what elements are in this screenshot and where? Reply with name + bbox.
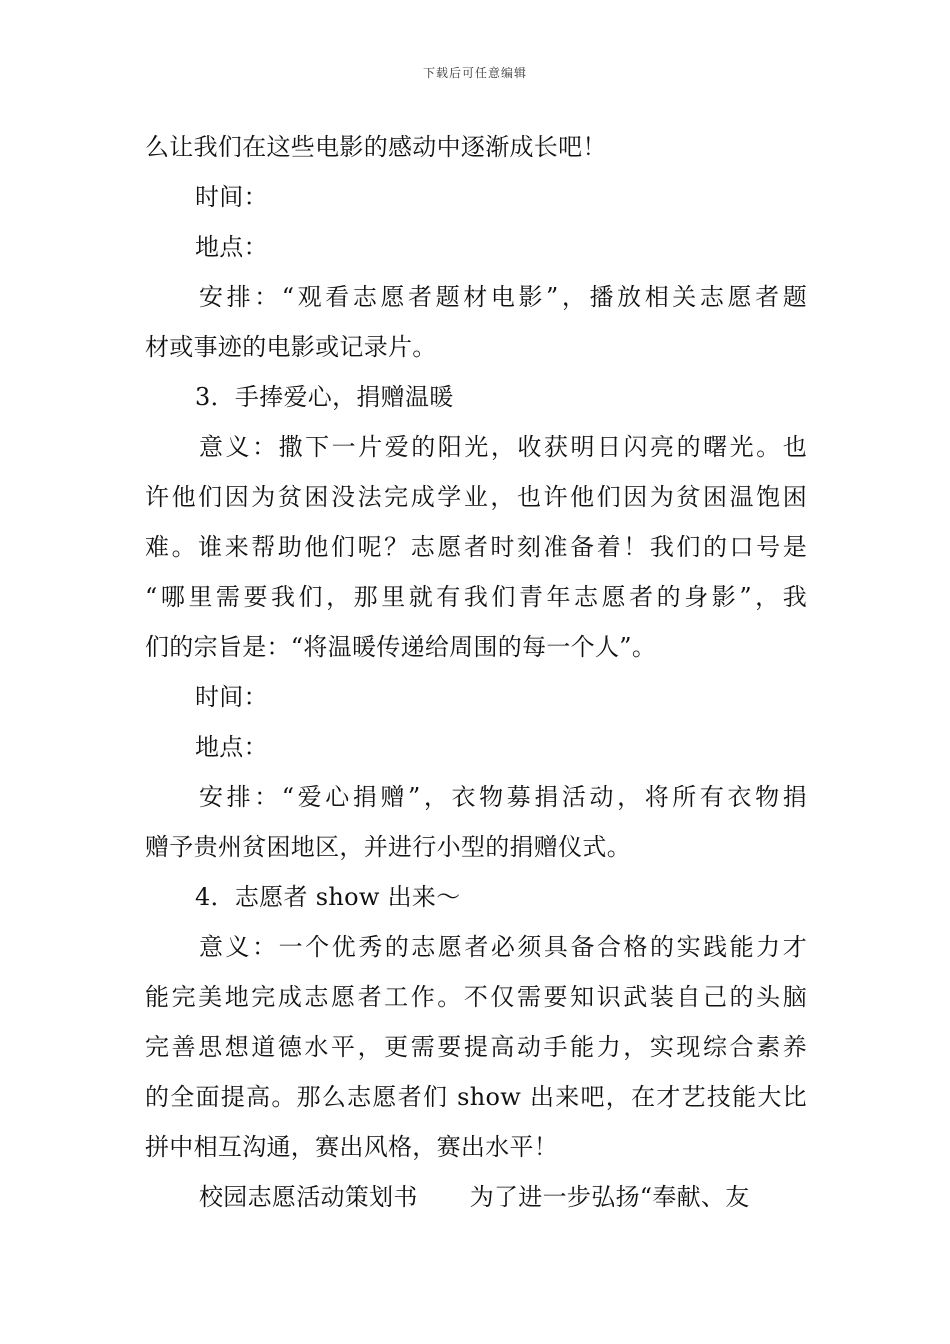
paragraph-line: 材或事迹的电影或记录片。 bbox=[145, 333, 437, 361]
section-heading-3: 3．手捧爱心，捐赠温暖 bbox=[195, 383, 454, 411]
meaning-line: 意义：一个优秀的志愿者必须具备合格的实践能力才 bbox=[199, 933, 807, 961]
paragraph-line: “哪里需要我们，那里就有我们青年志愿者的身影”，我 bbox=[145, 583, 807, 611]
paragraph-line: 难。谁来帮助他们呢？志愿者时刻准备着！我们的口号是 bbox=[145, 533, 807, 561]
location-label: 地点： bbox=[195, 733, 268, 761]
location-label: 地点： bbox=[195, 233, 268, 261]
document-title: 校园志愿活动策划书 bbox=[199, 1183, 418, 1211]
time-label: 时间： bbox=[195, 683, 268, 711]
paragraph-line: 们的宗旨是：“将温暖传递给周围的每一个人”。 bbox=[145, 633, 657, 661]
time-label: 时间： bbox=[195, 183, 268, 211]
closing-line bbox=[145, 1172, 807, 1222]
paragraph-line: 能完美地完成志愿者工作。不仅需要知识武装自己的头脑 bbox=[145, 983, 807, 1011]
paragraph-line: 赠予贵州贫困地区，并进行小型的捐赠仪式。 bbox=[145, 833, 631, 861]
paragraph-line: 许他们因为贫困没法完成学业，也许他们因为贫困温饱困 bbox=[145, 483, 807, 511]
paragraph-line: 拼中相互沟通，赛出风格，赛出水平！ bbox=[145, 1133, 559, 1161]
arrangement-line: 安排：“观看志愿者题材电影”，播放相关志愿者题 bbox=[199, 283, 807, 311]
paragraph-line: 完善思想道德水平，更需要提高动手能力，实现综合素养 bbox=[145, 1033, 807, 1061]
document-body bbox=[145, 122, 807, 1222]
arrangement-line: 安排：“爱心捐赠”，衣物募捐活动，将所有衣物捐 bbox=[199, 783, 807, 811]
paragraph-line: 的全面提高。那么志愿者们 show 出来吧，在才艺技能大比 bbox=[145, 1083, 807, 1111]
paragraph-line: 么让我们在这些电影的感动中逐渐成长吧！ bbox=[145, 133, 607, 161]
page-header: 下载后可任意编辑 bbox=[422, 66, 527, 80]
closing-text: 为了进一步弘扬“奉献、友 bbox=[469, 1183, 750, 1211]
section-heading-4: 4．志愿者 show 出来～ bbox=[195, 883, 461, 911]
meaning-line: 意义：撒下一片爱的阳光，收获明日闪亮的曙光。也 bbox=[199, 433, 807, 461]
